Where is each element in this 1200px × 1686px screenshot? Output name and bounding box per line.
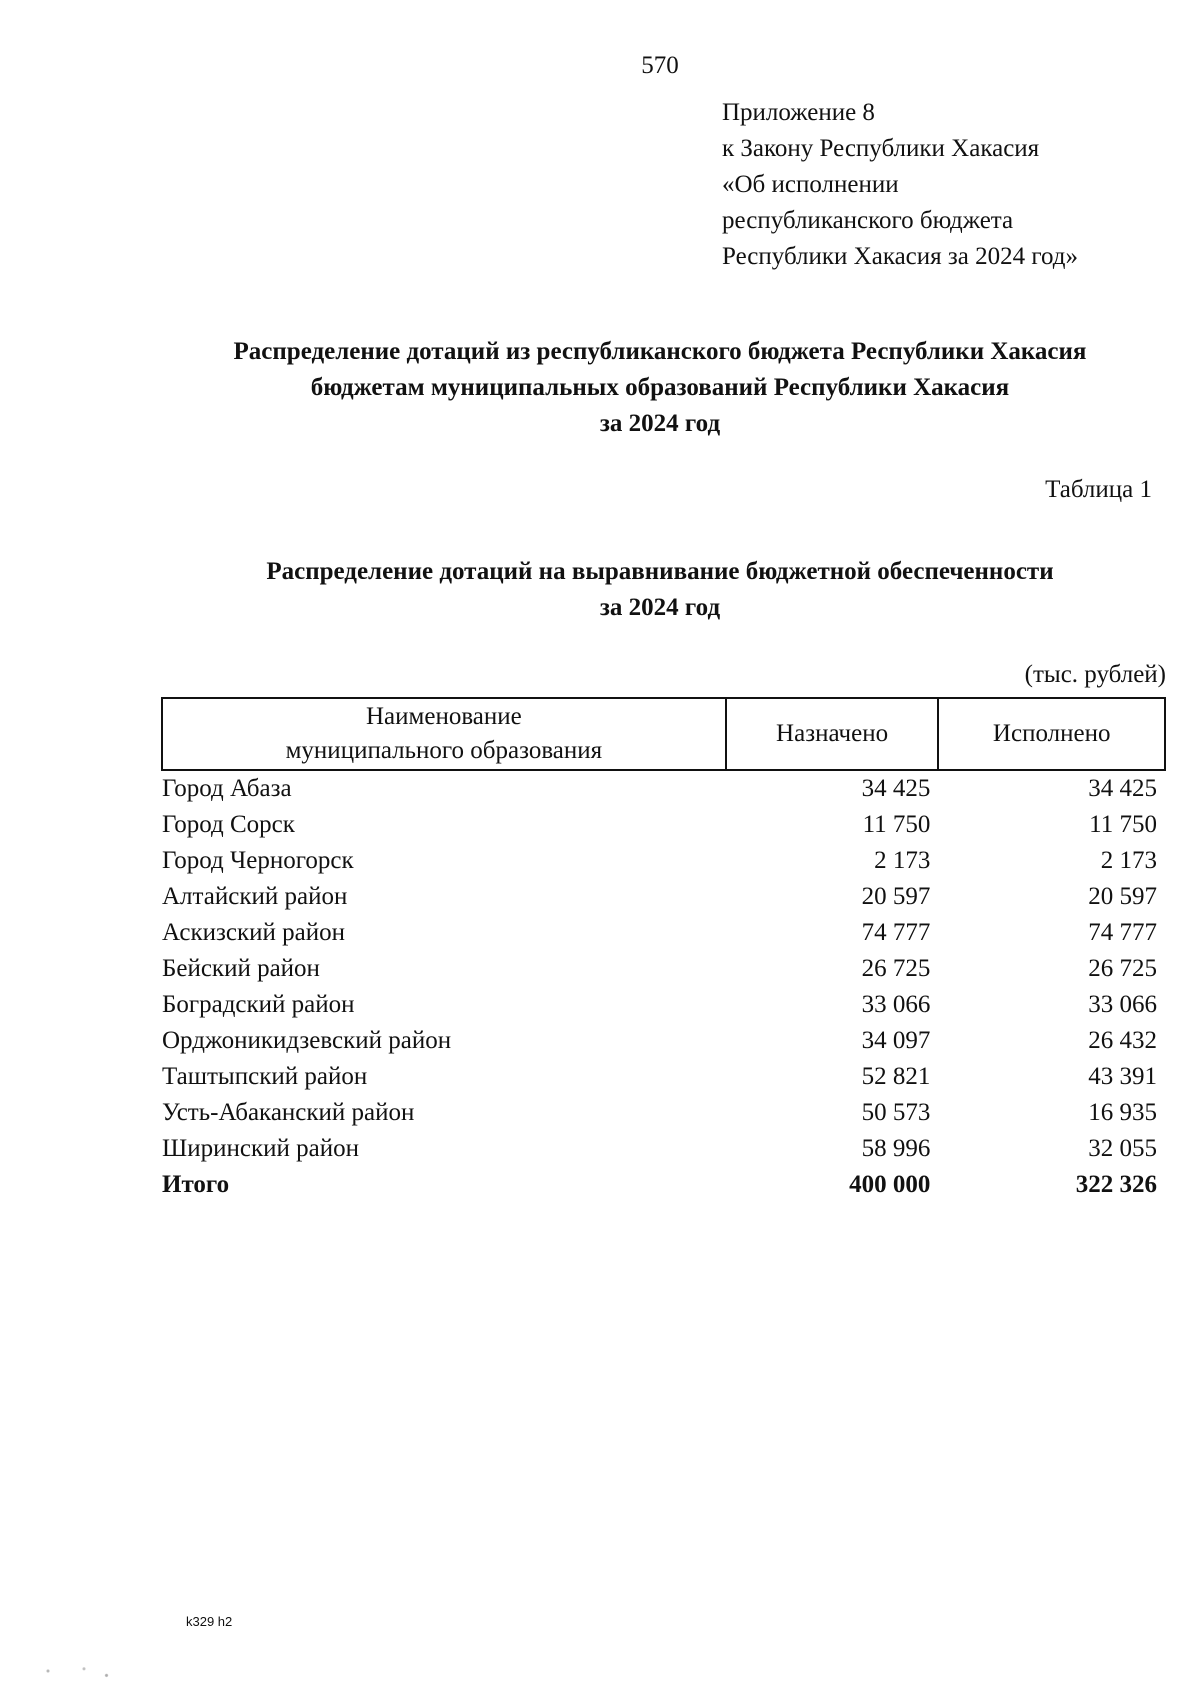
executed-amount: 33 066 bbox=[1088, 991, 1157, 1018]
table-total-row bbox=[162, 1167, 1165, 1203]
units-label: (тыс. рублей) bbox=[1024, 661, 1166, 688]
table-title-line: Распределение дотаций на выравнивание бюджетной обеспеченности bbox=[266, 558, 1054, 585]
executed-amount: 2 173 bbox=[1100, 847, 1157, 874]
main-title bbox=[0, 334, 1200, 442]
executed-amount: 16 935 bbox=[1088, 1099, 1157, 1126]
planned-amount: 11 750 bbox=[862, 811, 931, 838]
table-row bbox=[162, 1095, 1165, 1131]
planned-amount: 33 066 bbox=[861, 991, 931, 1018]
executed-amount: 20 597 bbox=[1088, 883, 1157, 910]
main-title-line: Распределение дотаций из республиканского бюджета Республики Хакасия bbox=[233, 338, 1087, 365]
executed-amount: 74 777 bbox=[1088, 919, 1157, 946]
municipality-name: Орджоникидзевский район bbox=[162, 1027, 452, 1054]
executed-amount: 43 391 bbox=[1088, 1063, 1157, 1090]
appendix-line: республиканского бюджета bbox=[722, 207, 1014, 234]
planned-amount: 400 000 bbox=[849, 1171, 931, 1198]
subsidy-table bbox=[161, 697, 1166, 1203]
executed-amount: 322 326 bbox=[1075, 1171, 1157, 1198]
table-title bbox=[0, 554, 1200, 626]
table-row bbox=[162, 987, 1165, 1023]
executed-amount: 26 725 bbox=[1088, 955, 1157, 982]
planned-amount: 20 597 bbox=[861, 883, 931, 910]
municipality-name: Бейский район bbox=[162, 955, 320, 982]
main-title-line: бюджетам муниципальных образований Республики Хакасия bbox=[310, 374, 1010, 401]
table-row bbox=[162, 807, 1165, 843]
table-row bbox=[162, 1059, 1165, 1095]
municipality-name: Город Абаза bbox=[162, 775, 292, 802]
planned-amount: 58 996 bbox=[861, 1135, 931, 1162]
table-title-line: за 2024 год bbox=[599, 594, 721, 621]
planned-amount: 52 821 bbox=[861, 1063, 931, 1090]
municipality-name: Боградский район bbox=[162, 991, 355, 1018]
header-municipality: Наименование муниципального образования bbox=[162, 698, 726, 770]
header-planned: Назначено bbox=[726, 698, 939, 770]
appendix-block bbox=[722, 95, 1078, 275]
planned-amount: 2 173 bbox=[874, 847, 931, 874]
table-row bbox=[162, 1131, 1165, 1167]
municipality-name: Ширинский район bbox=[162, 1135, 359, 1162]
appendix-line: Республики Хакасия за 2024 год» bbox=[722, 243, 1079, 270]
table-row bbox=[162, 843, 1165, 879]
table-row bbox=[162, 1023, 1165, 1059]
table-row bbox=[162, 915, 1165, 951]
executed-amount: 32 055 bbox=[1088, 1135, 1157, 1162]
executed-amount: 34 425 bbox=[1088, 775, 1157, 802]
municipality-name: Таштыпский район bbox=[162, 1063, 368, 1090]
planned-amount: 34 425 bbox=[861, 775, 931, 802]
table-row bbox=[162, 951, 1165, 987]
footer-code: k329 h2 bbox=[186, 1614, 233, 1629]
table-label: Таблица 1 bbox=[1045, 476, 1152, 503]
executed-amount: 26 432 bbox=[1088, 1027, 1157, 1054]
municipality-name: Алтайский район bbox=[162, 883, 348, 910]
appendix-line: «Об исполнении bbox=[722, 171, 899, 198]
planned-amount: 26 725 bbox=[861, 955, 931, 982]
executed-amount: 11 750 bbox=[1089, 811, 1157, 838]
municipality-name: Аскизский район bbox=[162, 919, 346, 946]
planned-amount: 50 573 bbox=[861, 1099, 931, 1126]
table-row bbox=[162, 879, 1165, 915]
table-row bbox=[162, 770, 1165, 807]
municipality-name: Город Черногорск bbox=[162, 847, 354, 874]
municipality-name: Усть-Абаканский район bbox=[162, 1099, 415, 1126]
planned-amount: 74 777 bbox=[861, 919, 931, 946]
municipality-name: Город Сорск bbox=[162, 811, 295, 838]
scan-noise bbox=[30, 1660, 120, 1682]
appendix-line: к Закону Республики Хакасия bbox=[722, 135, 1040, 162]
page-number: 570 bbox=[641, 52, 679, 79]
appendix-line: Приложение 8 bbox=[722, 99, 875, 126]
header-executed: Исполнено bbox=[938, 698, 1165, 770]
municipality-name: Итого bbox=[162, 1171, 230, 1198]
planned-amount: 34 097 bbox=[861, 1027, 931, 1054]
main-title-line: за 2024 год bbox=[599, 410, 721, 437]
table-header-row bbox=[162, 698, 1165, 770]
table-body bbox=[162, 770, 1165, 1203]
